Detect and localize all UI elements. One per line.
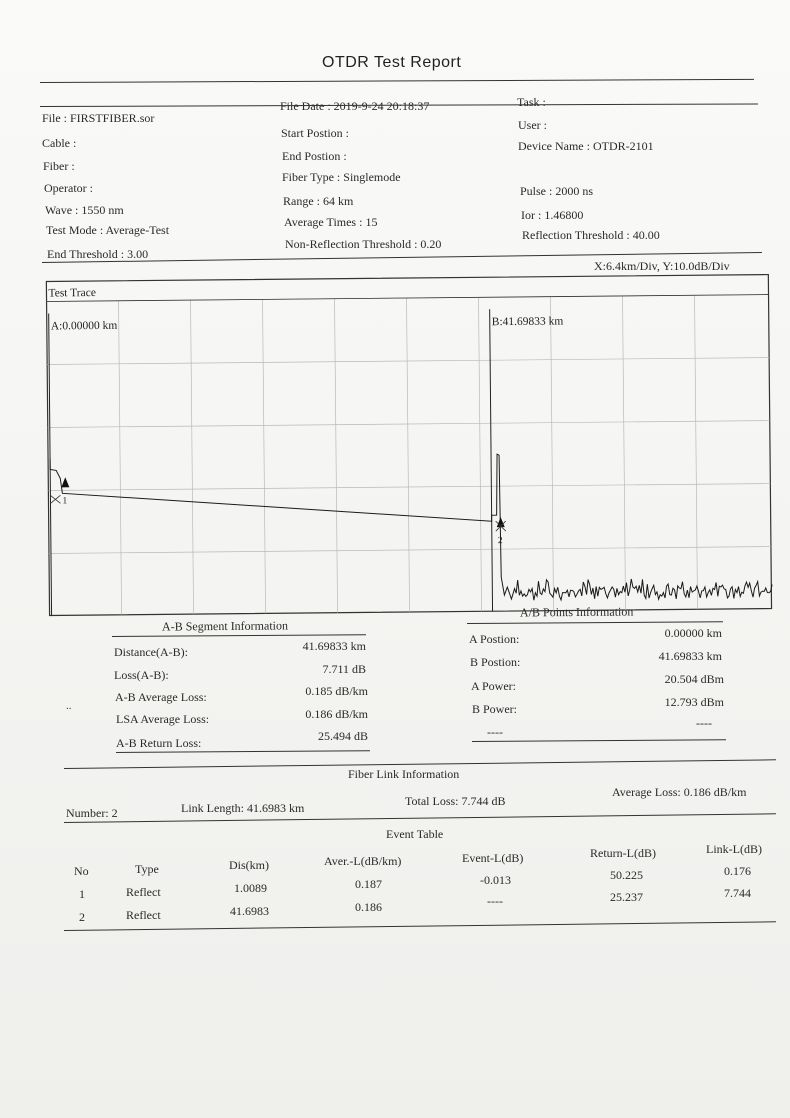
event-1-marker bbox=[50, 477, 69, 506]
trace-label: Test Trace bbox=[48, 287, 96, 300]
fiber-link-length: Link Length: 41.6983 km bbox=[181, 801, 305, 815]
event-header-no: No bbox=[74, 864, 89, 878]
info-range: Range : 64 km bbox=[283, 194, 354, 208]
event-header-return-loss: Return-L(dB) bbox=[590, 846, 656, 860]
segment-ab-average-loss-label: A-B Average Loss: bbox=[115, 690, 207, 704]
event-row-2-event-loss: ---- bbox=[487, 894, 503, 908]
points-bottom-rule bbox=[472, 739, 726, 742]
event-header-average-loss: Aver.-L(dB/km) bbox=[324, 854, 402, 868]
segment-loss-label: Loss(A-B): bbox=[114, 668, 169, 682]
trace-line bbox=[50, 452, 772, 606]
event-row-1-link-loss: 0.176 bbox=[724, 864, 751, 878]
info-operator: Operator : bbox=[44, 181, 93, 195]
points-a-power-value: 20.504 dBm bbox=[664, 672, 724, 686]
fiber-link-bottom-rule bbox=[64, 813, 776, 823]
segment-distance-value: 41.69833 km bbox=[302, 639, 366, 653]
event-2-label: 2 bbox=[497, 536, 503, 547]
event-row-1-distance: 1.0089 bbox=[234, 881, 267, 895]
info-start-position: Start Postion : bbox=[281, 126, 350, 140]
test-trace-chart bbox=[40, 270, 780, 630]
info-pulse: Pulse : 2000 ns bbox=[520, 184, 594, 198]
info-end-threshold: End Threshold : 3.00 bbox=[47, 247, 149, 261]
fiber-link-title: Fiber Link Information bbox=[348, 767, 460, 781]
event-row-2-no: 2 bbox=[79, 910, 85, 924]
event-row-2-return-loss: 25.237 bbox=[610, 890, 643, 904]
event-table-bottom-rule bbox=[64, 921, 776, 931]
points-a-position-label: A Postion: bbox=[469, 632, 520, 646]
marker-a-label: A:0.00000 km bbox=[50, 319, 118, 333]
event-row-1-no: 1 bbox=[79, 887, 85, 901]
report-title: OTDR Test Report bbox=[322, 54, 462, 71]
event-row-1-average-loss: 0.187 bbox=[355, 877, 382, 891]
segment-return-loss-label: A-B Return Loss: bbox=[116, 736, 202, 750]
points-b-position-value: 41.69833 km bbox=[658, 649, 722, 663]
trace-top-rule bbox=[47, 295, 769, 302]
segment-title-rule bbox=[112, 634, 366, 637]
info-device-name: Device Name : OTDR-2101 bbox=[518, 139, 654, 153]
title-rule bbox=[40, 79, 754, 83]
fiber-link-number: Number: 2 bbox=[66, 806, 118, 820]
event-1-label: 1 bbox=[62, 496, 68, 507]
points-blank-value: ---- bbox=[696, 716, 712, 730]
info-file-date: File Date : 2019-9-24 20:18:37 bbox=[280, 99, 430, 113]
event-header-event-loss: Event-L(dB) bbox=[462, 851, 524, 865]
fiber-link-total-loss: Total Loss: 7.744 dB bbox=[405, 794, 506, 808]
points-blank-label: ---- bbox=[487, 725, 503, 739]
points-a-position-value: 0.00000 km bbox=[664, 626, 722, 640]
points-b-power-label: B Power: bbox=[472, 702, 517, 716]
segment-loss-value: 7.711 dB bbox=[322, 662, 366, 676]
event-header-type: Type bbox=[135, 862, 159, 876]
info-non-reflection-threshold: Non-Reflection Threshold : 0.20 bbox=[285, 237, 442, 251]
segment-title: A-B Segment Information bbox=[161, 618, 289, 634]
trace-grid bbox=[47, 295, 772, 616]
trace-scale-label: X:6.4km/Div, Y:10.0dB/Div bbox=[594, 259, 730, 273]
info-ior: Ior : 1.46800 bbox=[521, 208, 584, 222]
info-reflection-threshold: Reflection Threshold : 40.00 bbox=[522, 228, 660, 242]
segment-ab-average-loss-value: 0.185 dB/km bbox=[305, 684, 368, 698]
marker-b-line bbox=[490, 309, 493, 611]
info-fiber: Fiber : bbox=[43, 159, 75, 173]
event-row-1-event-loss: -0.013 bbox=[480, 873, 511, 887]
points-b-power-value: 12.793 dBm bbox=[664, 695, 724, 709]
marker-b-label: B:41.69833 km bbox=[491, 315, 564, 329]
margin-dots: .. bbox=[66, 700, 72, 712]
segment-return-loss-value: 25.494 dB bbox=[317, 729, 368, 743]
info-cable: Cable : bbox=[42, 136, 77, 150]
info-test-mode: Test Mode : Average-Test bbox=[46, 223, 170, 237]
event-row-1-type: Reflect bbox=[126, 885, 161, 899]
segment-lsa-average-loss-label: LSA Average Loss: bbox=[116, 712, 210, 726]
fiber-link-average-loss: Average Loss: 0.186 dB/km bbox=[612, 785, 747, 799]
segment-lsa-average-loss-value: 0.186 dB/km bbox=[305, 707, 368, 721]
info-average-times: Average Times : 15 bbox=[284, 215, 378, 229]
info-end-position: End Postion : bbox=[282, 149, 347, 163]
info-file: File : FIRSTFIBER.sor bbox=[42, 111, 155, 125]
segment-distance-label: Distance(A-B): bbox=[114, 645, 188, 659]
points-a-power-label: A Power: bbox=[471, 679, 516, 693]
event-row-2-distance: 41.6983 bbox=[230, 904, 269, 918]
event-row-1-return-loss: 50.225 bbox=[610, 868, 643, 882]
points-b-position-label: B Postion: bbox=[470, 655, 521, 669]
event-row-2-link-loss: 7.744 bbox=[724, 886, 751, 900]
points-title: A/B Points Information bbox=[519, 604, 634, 620]
event-row-2-type: Reflect bbox=[126, 908, 161, 922]
event-table-title: Event Table bbox=[386, 827, 444, 841]
info-fiber-type: Fiber Type : Singlemode bbox=[282, 170, 401, 184]
info-user: User : bbox=[518, 118, 547, 132]
event-row-2-average-loss: 0.186 bbox=[355, 900, 382, 914]
event-header-link-loss: Link-L(dB) bbox=[706, 842, 762, 856]
info-task: Task : bbox=[517, 95, 546, 109]
event-header-distance: Dis(km) bbox=[229, 858, 269, 872]
info-wave: Wave : 1550 nm bbox=[45, 203, 124, 217]
